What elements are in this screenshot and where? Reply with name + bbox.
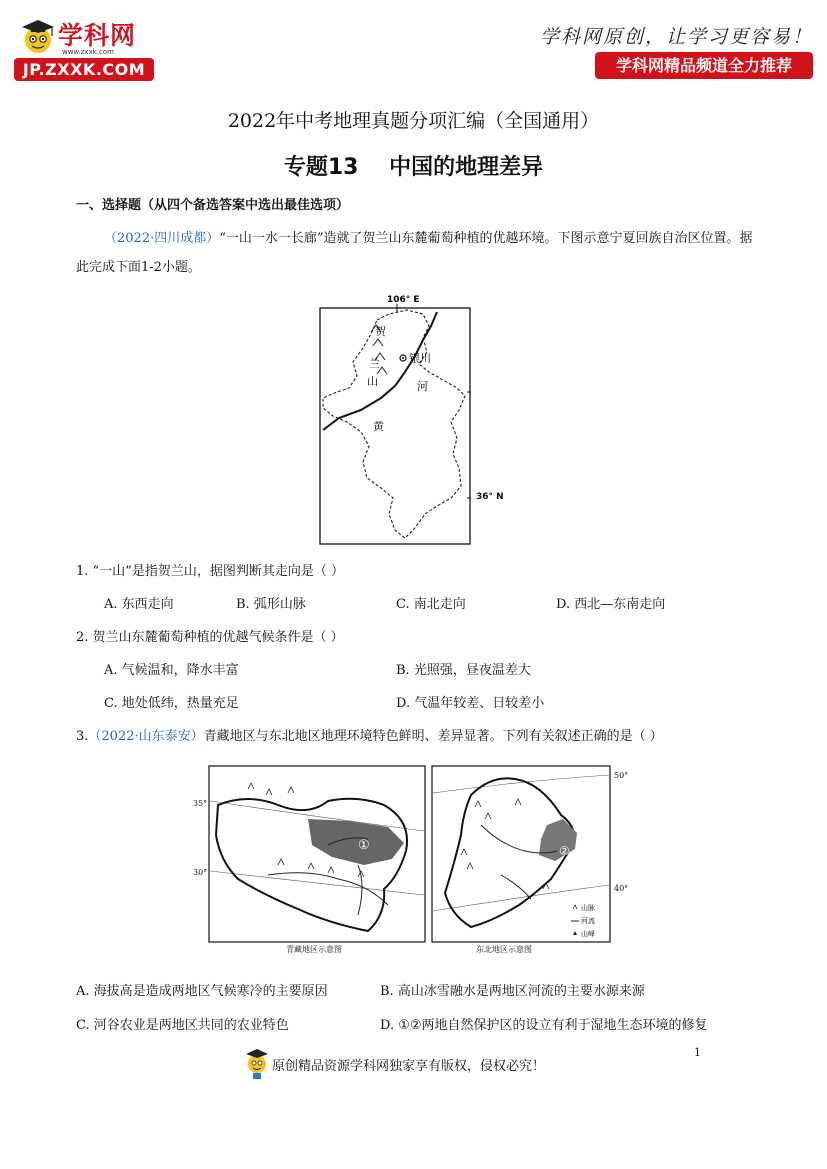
question-1-option-a[interactable]: A. 东西走向 — [104, 597, 174, 612]
map3-lat50-label: 50° — [614, 771, 629, 780]
logo-badge[interactable]: JP.ZXXK.COM — [14, 58, 154, 81]
question-2-option-c[interactable]: C. 地处低纬，热量充足 — [104, 696, 239, 711]
map3-lat40-label: 40° — [614, 884, 629, 893]
document-title: 2022年中考地理真题分项汇编（全国通用） — [227, 110, 600, 132]
copyright-text: 原创精品资源学科网独家享有版权，侵权必究！ — [272, 1059, 546, 1074]
label-huang: 黄 — [373, 420, 384, 433]
question-3-option-c[interactable]: C. 河谷农业是两地区共同的农业特色 — [76, 1018, 289, 1033]
question-3-option-b[interactable]: B. 高山冰雪融水是两地区河流的主要水源来源 — [380, 984, 645, 999]
brand-logo[interactable] — [14, 14, 164, 84]
ningxia-map — [319, 292, 471, 546]
qinghai-tibet-map — [208, 765, 426, 945]
reserve-mark-2: ② — [559, 844, 570, 858]
intro-text: “一山一水一长廊”造就了贺兰山东麓葡萄种植的优越环境。下图示意宁夏回族自治区位置。据此完成下面1-2小题。 — [76, 231, 753, 275]
section-heading: 一、选择题（从四个备选答案中选出最佳选项） — [76, 198, 350, 213]
label-river: 河 — [417, 380, 428, 393]
page-number: 1 — [694, 1046, 701, 1059]
copyright-footer — [244, 1046, 584, 1082]
legend-river: 河流 — [581, 917, 595, 925]
legend-peak: 山峰 — [581, 930, 595, 938]
map2-caption: 青藏地区示意图 — [286, 945, 342, 954]
intro-paragraph — [76, 224, 756, 282]
map2-lat35-label: 35° — [193, 799, 208, 808]
map2-lat30-label: 30° — [193, 868, 208, 877]
logo-name: 学科网 — [58, 21, 137, 50]
northeast-map — [431, 765, 611, 945]
map3-caption: 东北地区示意图 — [476, 945, 532, 954]
mascot-icon — [244, 1046, 270, 1080]
question-2-stem: 2. 贺兰山东麓葡萄种植的优越气候条件是（ ） — [76, 630, 344, 645]
question-1-option-d[interactable]: D. 西北—东南走向 — [556, 597, 666, 612]
legend-mountain: 山脉 — [581, 904, 595, 912]
lon-label: 106° E — [387, 295, 420, 305]
question-source: （2022·四川成都） — [104, 231, 220, 246]
question-3-text: 青藏地区与东北地区地理环境特色鲜明、差异显著。下列有关叙述正确的是（ ） — [203, 729, 663, 744]
channel-banner[interactable]: 学科网精品频道全力推荐 — [595, 52, 813, 79]
label-yinchuan: 银川 — [409, 352, 431, 365]
question-3-number: 3. — [76, 729, 89, 744]
reserve-mark-1: ① — [358, 838, 370, 853]
question-3-source: （2022·山东泰安） — [88, 729, 204, 744]
topic-title: 专题13 中国的地理差异 — [283, 155, 544, 180]
question-1-option-c[interactable]: C. 南北走向 — [396, 597, 466, 612]
question-3-stem — [76, 725, 663, 744]
question-3-option-d[interactable]: D. ①②两地自然保护区的设立有利于湿地生态环境的修复 — [380, 1018, 708, 1033]
label-lan: 兰 — [369, 357, 380, 370]
label-shan: 山 — [367, 375, 378, 388]
question-2-option-b[interactable]: B. 光照强，昼夜温差大 — [396, 663, 531, 678]
question-1-option-b[interactable]: B. 弧形山脉 — [236, 597, 306, 612]
graduate-mascot-icon — [18, 16, 58, 56]
question-2-option-a[interactable]: A. 气候温和，降水丰富 — [104, 663, 239, 678]
question-1-stem: 1. “一山”是指贺兰山，据图判断其走向是（ ） — [76, 564, 344, 579]
question-3-option-a[interactable]: A. 海拔高是造成两地区气候寒冷的主要原因 — [76, 984, 328, 999]
question-2-option-d[interactable]: D. 气温年较差、日较差小 — [396, 696, 545, 711]
label-he: 贺 — [375, 325, 386, 338]
lat-36-label: 36° N — [476, 492, 504, 502]
header-slogan: 学科网原创，让学习更容易！ — [539, 26, 813, 48]
logo-url: www.zxxk.com — [62, 48, 114, 56]
